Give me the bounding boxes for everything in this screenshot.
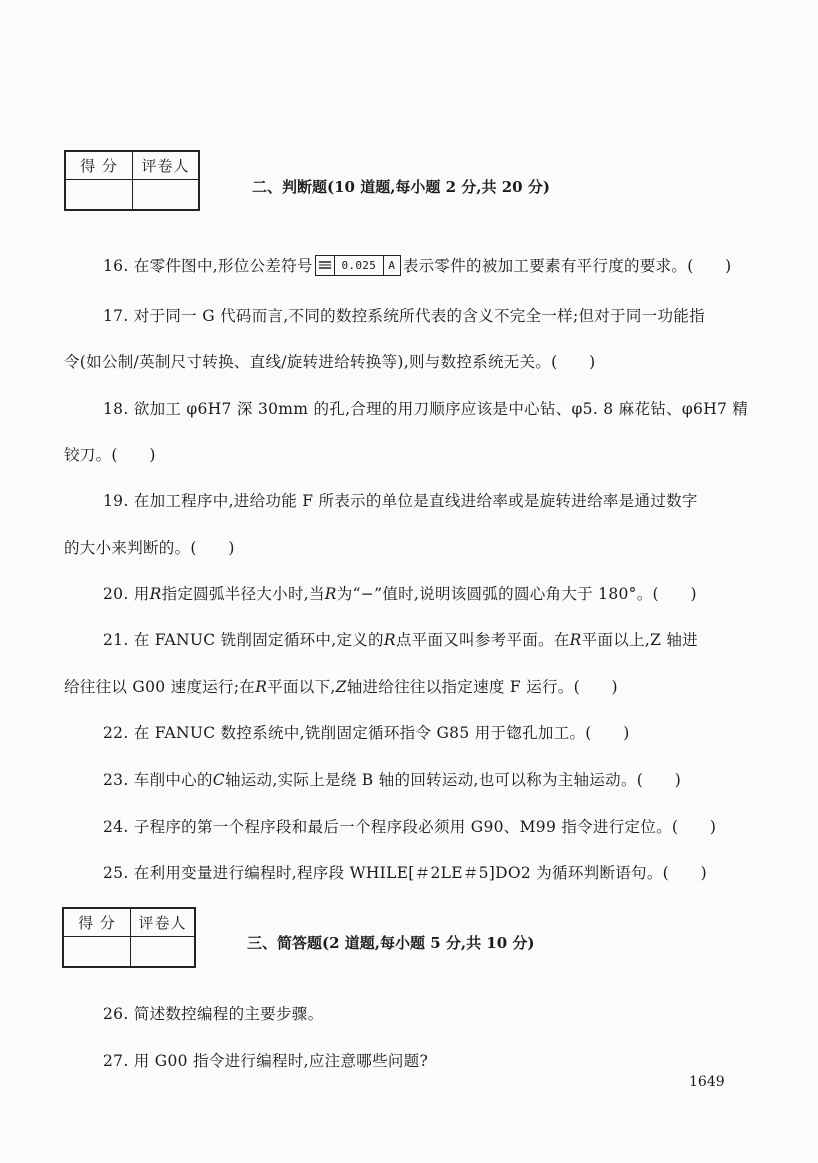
tolerance-value: 0.025 bbox=[334, 256, 383, 275]
parallelism-icon bbox=[316, 256, 334, 275]
question-16 bbox=[103, 254, 732, 278]
q21-text-2: 点平面又叫参考平面。在 bbox=[395, 631, 570, 649]
q20-text-2: 指定圆弧半径大小时,当 bbox=[161, 585, 325, 603]
q16-suffix: 表示零件的被加工要素有平行度的要求。( ) bbox=[402, 257, 732, 275]
question-24: 24. 子程序的第一个程序段和最后一个程序段必须用 G90、M99 指令进行定位。( ) bbox=[103, 818, 717, 836]
q21-var-z: Z bbox=[335, 678, 347, 696]
q20-text-1: 20. 用 bbox=[103, 585, 150, 603]
section-title-judgment: 二、判断题(10 道题,每小题 2 分,共 20 分) bbox=[252, 178, 550, 196]
q20-var-r2: R bbox=[324, 585, 337, 603]
q21-var-r3: R bbox=[255, 678, 268, 696]
question-19-line2: 的大小来判断的。( ) bbox=[64, 539, 235, 557]
score-cell bbox=[65, 180, 133, 211]
question-26: 26. 简述数控编程的主要步骤。 bbox=[103, 1005, 324, 1023]
question-23 bbox=[103, 768, 681, 790]
page-number: 1649 bbox=[689, 1074, 725, 1090]
grader-label: 评卷人 bbox=[131, 908, 196, 937]
score-box-2 bbox=[62, 907, 196, 968]
q20-var-r1: R bbox=[149, 585, 162, 603]
question-17-line1: 17. 对于同一 G 代码而言,不同的数控系统所代表的含义不完全一样;但对于同一功能指 bbox=[103, 307, 705, 325]
grader-label: 评卷人 bbox=[133, 151, 200, 180]
score-label: 得 分 bbox=[63, 908, 131, 937]
score-label: 得 分 bbox=[65, 151, 133, 180]
question-17-line2: 令(如公制/英制尺寸转换、直线/旋转进给转换等),则与数控系统无关。( ) bbox=[64, 353, 596, 371]
q21-var-r2: R bbox=[569, 631, 582, 649]
q21-text-4: 给往往以 G00 速度运行;在 bbox=[64, 678, 256, 696]
question-20 bbox=[103, 582, 697, 604]
tolerance-frame bbox=[315, 255, 401, 276]
question-19-line1: 19. 在加工程序中,进给功能 F 所表示的单位是直线进给率或是旋转进给率是通过数字 bbox=[103, 492, 698, 510]
score-box bbox=[64, 150, 200, 211]
q23-text-2: 轴运动,实际上是绕 B 轴的回转运动,也可以称为主轴运动。( ) bbox=[224, 771, 682, 789]
q16-prefix: 16. 在零件图中,形位公差符号 bbox=[103, 257, 313, 275]
section-title-short-answer: 三、简答题(2 道题,每小题 5 分,共 10 分) bbox=[247, 934, 535, 952]
grader-cell bbox=[133, 180, 200, 211]
q20-text-3: 为“−”值时,说明该圆弧的圆心角大于 180°。( ) bbox=[336, 585, 697, 603]
q23-text-1: 23. 车削中心的 bbox=[103, 771, 213, 789]
datum-label: A bbox=[383, 256, 400, 275]
grader-cell bbox=[131, 937, 196, 968]
question-18-line2: 铰刀。( ) bbox=[64, 446, 156, 464]
score-cell bbox=[63, 937, 131, 968]
q23-var-c: C bbox=[212, 771, 225, 789]
q21-text-6: 轴进给往往以指定速度 F 运行。( ) bbox=[346, 678, 618, 696]
question-21-line2 bbox=[64, 675, 618, 697]
q21-var-r1: R bbox=[383, 631, 396, 649]
question-21-line1 bbox=[103, 628, 698, 650]
q21-text-5: 平面以下, bbox=[267, 678, 336, 696]
question-25: 25. 在利用变量进行编程时,程序段 WHILE[＃2LE＃5]DO2 为循环判断语句。( ) bbox=[103, 864, 707, 882]
question-27: 27. 用 G00 指令进行编程时,应注意哪些问题? bbox=[103, 1052, 429, 1070]
q21-text-1: 21. 在 FANUC 铣削固定循环中,定义的 bbox=[103, 631, 384, 649]
q21-text-3: 平面以上,Z 轴进 bbox=[581, 631, 698, 649]
question-18-line1: 18. 欲加工 φ6H7 深 30mm 的孔,合理的用刀顺序应该是中心钻、φ5. 8 麻花钻、φ6H7 精 bbox=[103, 400, 749, 418]
question-22: 22. 在 FANUC 数控系统中,铣削固定循环指令 G85 用于锪孔加工。( ) bbox=[103, 724, 630, 742]
